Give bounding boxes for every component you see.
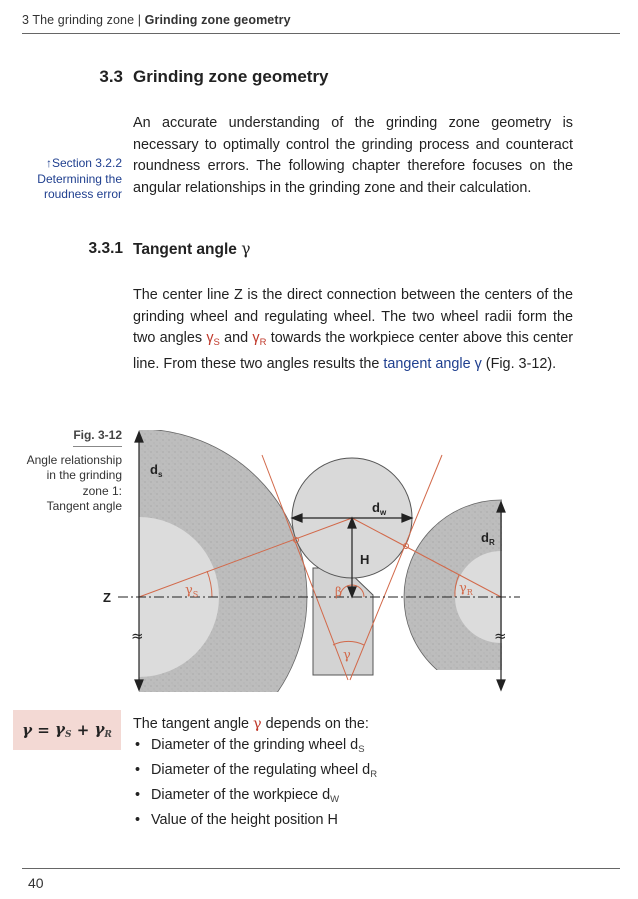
grinding-wheel [96, 429, 307, 695]
grinding-zone-figure [96, 425, 526, 695]
subsection-number: 3.3.1 [88, 240, 123, 257]
up-arrow-icon: ↑ [45, 156, 52, 170]
label-z: Z [103, 590, 111, 605]
depends-list [133, 735, 377, 835]
figure-label: Fig. 3-12 [73, 428, 122, 447]
body-part1: The center line Z is the direct connection between the centers of the grinding wheel and regulating wheel. The two wheel radii form the two angles [133, 287, 573, 346]
label-gamma-r: $\gamma_R$ [459, 581, 473, 597]
body-part3: (Fig. 3-12). [485, 355, 557, 372]
subsection-title-text: Tangent angle [133, 241, 237, 258]
label-gamma: γ [343, 648, 351, 663]
tangent-angle-link[interactable]: tangent angle γ [383, 355, 482, 372]
break-mark-left: ≈ [131, 627, 144, 645]
caption-line3: zone 1: [82, 483, 122, 498]
running-header [22, 13, 291, 27]
caption-line2: in the grinding [46, 468, 122, 482]
list-item: • Diameter of the workpiece $d_W$ [133, 785, 377, 810]
crossref-title-line1[interactable]: Determining the [37, 171, 122, 186]
subsection-title [133, 240, 251, 259]
caption-line4: Tangent angle [46, 499, 122, 513]
formula-plus: + [76, 721, 90, 739]
label-dw: $d_w$ [372, 500, 387, 517]
break-mark-right: ≈ [494, 627, 507, 645]
intro-paragraph: An accurate understanding of the grinding zone geometry is necessary to optimally control the grinding process and counteract roundness errors. The following chapter therefore focuses on the angular relationships in the grinding zone and their calculation. [133, 115, 573, 196]
cross-reference[interactable] [10, 156, 122, 203]
label-dr: $d_R$ [481, 530, 495, 547]
depends-lead: The tangent angle γ depends on the: [133, 716, 369, 732]
crossref-title-line2[interactable]: roudness error [43, 187, 122, 201]
body-and: and [224, 330, 249, 346]
subsection-symbol: γ [241, 240, 251, 258]
formula-eq: = [37, 721, 50, 739]
label-gamma-s: $\gamma_S$ [185, 583, 199, 599]
header-rule [22, 33, 620, 34]
footer-rule [22, 868, 620, 869]
body-part2: towards the workpiece center above this center line. From these two angles results the [133, 330, 574, 372]
depends-gamma-symbol: γ [253, 716, 262, 732]
list-item: • Diameter of the grinding wheel $d_S$ [133, 735, 377, 760]
section-title: Grinding zone geometry [133, 67, 329, 86]
tangent-angle-formula [13, 710, 121, 750]
header-chapter: 3 The grinding zone | [22, 13, 142, 27]
formula-gamma: γ [22, 721, 32, 739]
gamma-r-symbol: $\gamma_R$ [252, 330, 267, 348]
formula-gamma-s: $\gamma_S$ [55, 720, 72, 740]
list-item: • Diameter of the regulating wheel $d_R$ [133, 760, 377, 785]
caption-line1: Angle relationship [26, 452, 122, 467]
label-ds: $d_s$ [150, 462, 163, 479]
header-section: Grinding zone geometry [144, 13, 291, 27]
gamma-s-symbol: $\gamma_S$ [206, 330, 220, 348]
label-h: H [360, 552, 370, 567]
list-item: • Value of the height position H [133, 810, 377, 835]
body-paragraph [133, 285, 573, 375]
formula-gamma-r: $\gamma_R$ [94, 720, 112, 740]
label-beta: β [335, 585, 342, 599]
page-number: 40 [28, 875, 44, 891]
crossref-section[interactable]: Section 3.2.2 [51, 156, 122, 170]
section-number: 3.3 [99, 67, 123, 86]
